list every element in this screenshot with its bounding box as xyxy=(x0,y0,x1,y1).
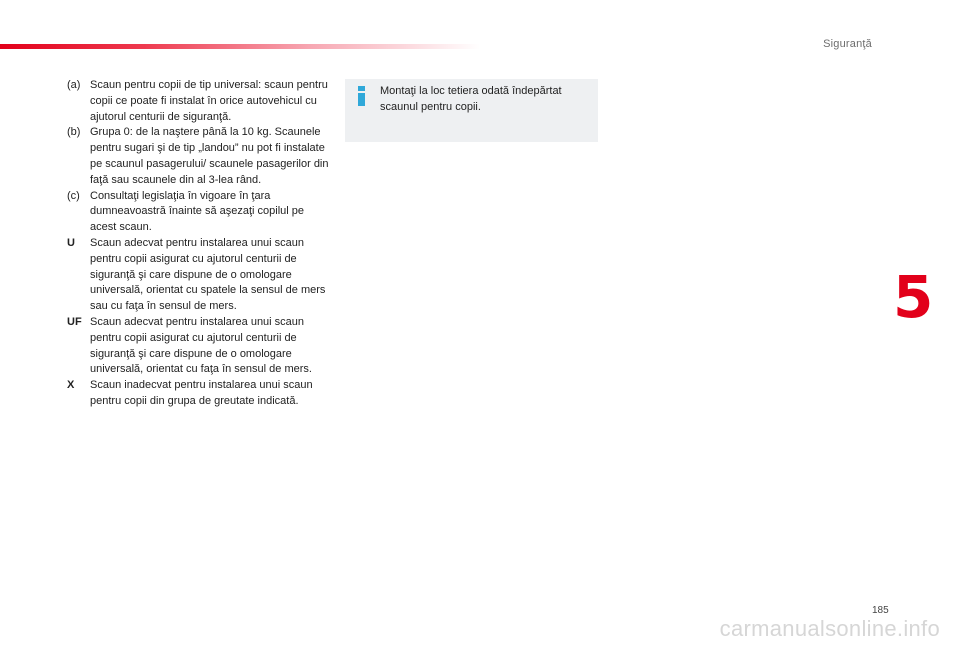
legend-text: Scaun adecvat pentru instalarea unui scaun pentru copii asigurat cu ajutorul centurii de siguranţă şi care dispune de o omologare universală, orientat cu faţa în sensul de mers. xyxy=(90,315,312,376)
legend-text: Scaun inadecvat pentru instalarea unui scaun pentru copii din grupa de greutate indicată. xyxy=(90,379,313,407)
legend-item xyxy=(67,125,329,188)
legend-item xyxy=(67,236,329,315)
seat-legend xyxy=(67,78,329,410)
legend-text: Consultaţi legislaţia în vigoare în ţara dumneavoastră înainte să aşezaţi copilul pe acest scaun. xyxy=(90,189,305,234)
legend-item xyxy=(67,189,329,236)
legend-item xyxy=(67,78,329,125)
legend-text: Grupa 0: de la naştere până la 10 kg. Scaunele pentru sugari şi de tip „landou” nu pot fi instalate pe scaunul pasagerului/ scaunele pasagerilor din faţă sau scaunele din al 3-lea rând. xyxy=(90,126,329,186)
info-icon xyxy=(357,85,367,106)
legend-item xyxy=(67,315,329,378)
page-number: 185 xyxy=(872,605,889,616)
watermark: carmanualsonline.info xyxy=(719,616,940,641)
header-accent-bar xyxy=(0,44,480,49)
legend-text: Scaun pentru copii de tip universal: scaun pentru copii ce poate fi instalat în orice autovehicul cu ajutorul centurii de siguranţă. xyxy=(90,79,328,123)
legend-key: X xyxy=(67,379,75,392)
legend-key: (b) xyxy=(67,126,81,139)
info-note xyxy=(345,79,598,142)
legend-item xyxy=(67,378,329,410)
legend-text: Scaun adecvat pentru instalarea unui scaun pentru copii asigurat cu ajutorul centurii de siguranţă şi care dispune de o omologare universală, orientat cu spatele la sensul de mers sau cu faţa în sensul de mers. xyxy=(90,236,326,313)
legend-key: UF xyxy=(67,315,82,328)
legend-key: (c) xyxy=(67,189,80,202)
legend-key: U xyxy=(67,236,75,249)
section-title: Siguranţă xyxy=(823,38,872,50)
legend-key: (a) xyxy=(67,79,81,91)
chapter-number: 5 xyxy=(893,263,934,331)
info-note-text: Montaţi la loc tetiera odată îndepărtat scaunul pentru copii. xyxy=(380,85,562,113)
